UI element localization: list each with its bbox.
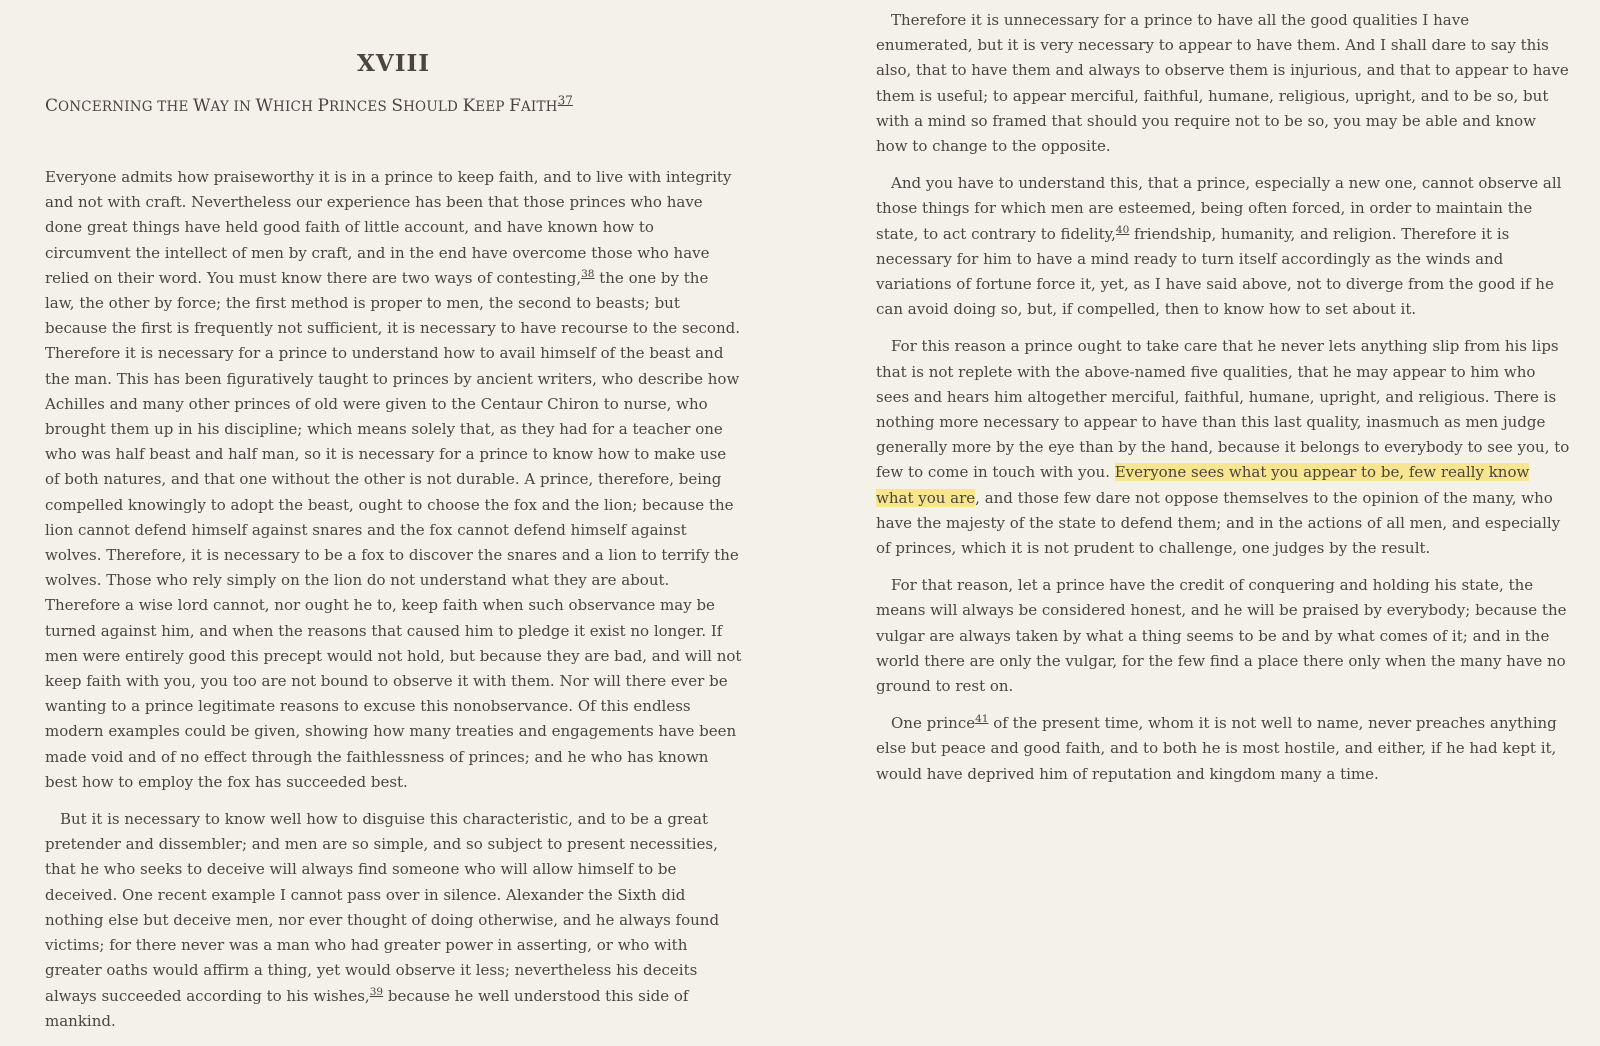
footnote-ref[interactable]: 37	[557, 93, 573, 108]
text-run: But it is necessary to know well how to disguise this characteristic, and to be a great pretender and dissembler; and men are so simple, and so subject to present necessities, that he who seeks to deceive will always find someone who will allow himself to be deceived. One recent example I cannot pass over in silence. Alexander the Sixth did nothing else but deceive men, nor ever thought of doing otherwise, and he always found victims; for there never was a man who had greater power in asserting, or who with greater oaths would affirm a thing, yet would observe it less; nevertheless his deceits always succeeded according to his wishes,	[45, 810, 720, 1005]
text-run: because he well understood this side of mankind.	[45, 986, 689, 1030]
footnote-ref[interactable]: 41	[975, 713, 989, 726]
chapter-title-word: HICH	[273, 99, 318, 115]
paragraph	[876, 8, 1570, 159]
text-run: of the present time, whom it is not well to name, never preaches anything else but peace and good faith, and to both he is most hostile, and either, if he had kept it, would have deprived him of reputation and kingdom many a time.	[876, 714, 1557, 783]
chapter-title-word: AY IN	[210, 99, 256, 115]
chapter-title-initial: S	[391, 96, 404, 116]
text-run: the one by the law, the other by force; the first method is proper to men, the second to beasts; but because the first is frequently not sufficient, it is necessary to have recourse to the second. Therefore it is necessary for a prince to understand how to avail himself of the beast and the man. This has been figuratively taught to princes by ancient writers, who describe how Achilles and many other princes of old were given to the Centaur Chiron to nurse, who brought them up in his discipline; which means solely that, as they had for a teacher one who was half beast and half man, so it is necessary for a prince to know how to make use of both natures, and that one without the other is not durable. A prince, therefore, being compelled knowingly to adopt the beast, ought to choose the fox and the lion; because the lion cannot defend himself against snares and the fox cannot defend himself against wolves. Therefore, it is necessary to be a fox to discover the snares and a lion to terrify the wolves. Those who rely simply on the lion do not understand what they are about. Therefore a wise lord cannot, nor ought he to, keep faith when such observance may be turned against him, and when the reasons that caused him to pledge it exist no longer. If men were entirely good this precept would not hold, but because they are bad, and will not keep faith with you, you too are not bound to observe it with them. Nor will there ever be wanting to a prince legitimate reasons to excuse this nonobservance. Of this endless modern examples could be given, showing how many treaties and engagements have been made void and of no effect through the faithlessness of princes; and he who has known best how to employ the fox has succeeded best.	[45, 268, 742, 791]
chapter-title-word: AITH	[520, 99, 558, 115]
chapter-title-initial: K	[462, 96, 476, 116]
text-run: And you have to understand this, that a prince, especially a new one, cannot observe all those things for which men are esteemed, being often forced, in order to maintain the state, to act contrary to fidelity,	[876, 174, 1562, 243]
chapter-number: XVIII	[357, 50, 430, 77]
paragraph	[876, 711, 1570, 787]
chapter-title-initial: W	[255, 96, 274, 116]
footnote-ref[interactable]: 38	[581, 267, 595, 280]
chapter-title	[45, 93, 742, 116]
chapter-title-word: HOULD	[403, 99, 463, 115]
paragraph	[45, 165, 742, 795]
chapter-title-initial: W	[193, 96, 211, 116]
text-run: For that reason, let a prince have the credit of conquering and holding his state, the means will always be considered honest, and he will be praised by everybody; because the vulgar are always taken by what a thing seems to be and by what comes of it; and in the world there are only the vulgar, for the few find a place there only when the many have no ground to rest on.	[876, 576, 1567, 696]
text-run: One prince	[891, 714, 976, 733]
highlighted-passage[interactable]: Everyone sees what you appear to be, few really know what you are	[876, 463, 1530, 507]
footnote-ref[interactable]: 40	[1115, 223, 1130, 236]
chapter-title-initial: C	[45, 96, 59, 116]
text-run: Everyone admits how praiseworthy it is in a prince to keep faith, and to live with integrity and not with craft. Nevertheless our experience has been that those princes who have done great things have held good faith of little account, and have known how to circumvent the intellect of men by craft, and in the end have overcome those who have relied on their word. You must know there are two ways of contesting,	[45, 168, 732, 287]
paragraph	[876, 334, 1570, 561]
left-page-text	[45, 165, 742, 1046]
paragraph	[45, 807, 742, 1034]
chapter-title-word: RINCES	[328, 99, 392, 115]
text-run: Therefore it is unnecessary for a prince to have all the good qualities I have enumerated, but it is very necessary to appear to have them. And I shall dare to say this also, that to have them and always to observe them is injurious, and that to appear to have them is useful; to appear merciful, faithful, humane, religious, upright, and to be so, but with a mind so framed that should you require not to be so, you may be able and know how to change to the opposite.	[876, 11, 1569, 156]
chapter-title-word: EEP	[475, 99, 510, 115]
paragraph	[876, 573, 1570, 699]
chapter-title-initial: P	[317, 96, 329, 116]
right-page-text	[876, 8, 1570, 799]
text-run: , and those few dare not oppose themselves to the opinion of the many, who have the majesty of the state to defend them; and in the actions of all men, and especially of princes, which it is not prudent to challenge, one judges by the result.	[876, 488, 1561, 558]
paragraph	[876, 171, 1570, 322]
text-run: For this reason a prince ought to take care that he never lets anything slip from his lips that is not replete with the above-named five qualities, that he may appear to him who sees and hears him altogether merciful, faithful, humane, upright, and religious. There is nothing more necessary to appear to have than this last quality, inasmuch as men judge generally more by the eye than by the hand, because it belongs to everybody to see you, to few to come in touch with you.	[876, 337, 1570, 482]
chapter-title-word: ONCERNING THE	[58, 99, 194, 115]
text-run: friendship, humanity, and religion. Therefore it is necessary for him to have a mind ready to turn itself accordingly as the winds and variations of fortune force it, yet, as I have said above, not to diverge from the good if he can avoid doing so, but, if compelled, then to know how to set about it.	[876, 224, 1554, 319]
footnote-ref[interactable]: 39	[369, 985, 384, 998]
chapter-title-initial: F	[509, 96, 521, 116]
